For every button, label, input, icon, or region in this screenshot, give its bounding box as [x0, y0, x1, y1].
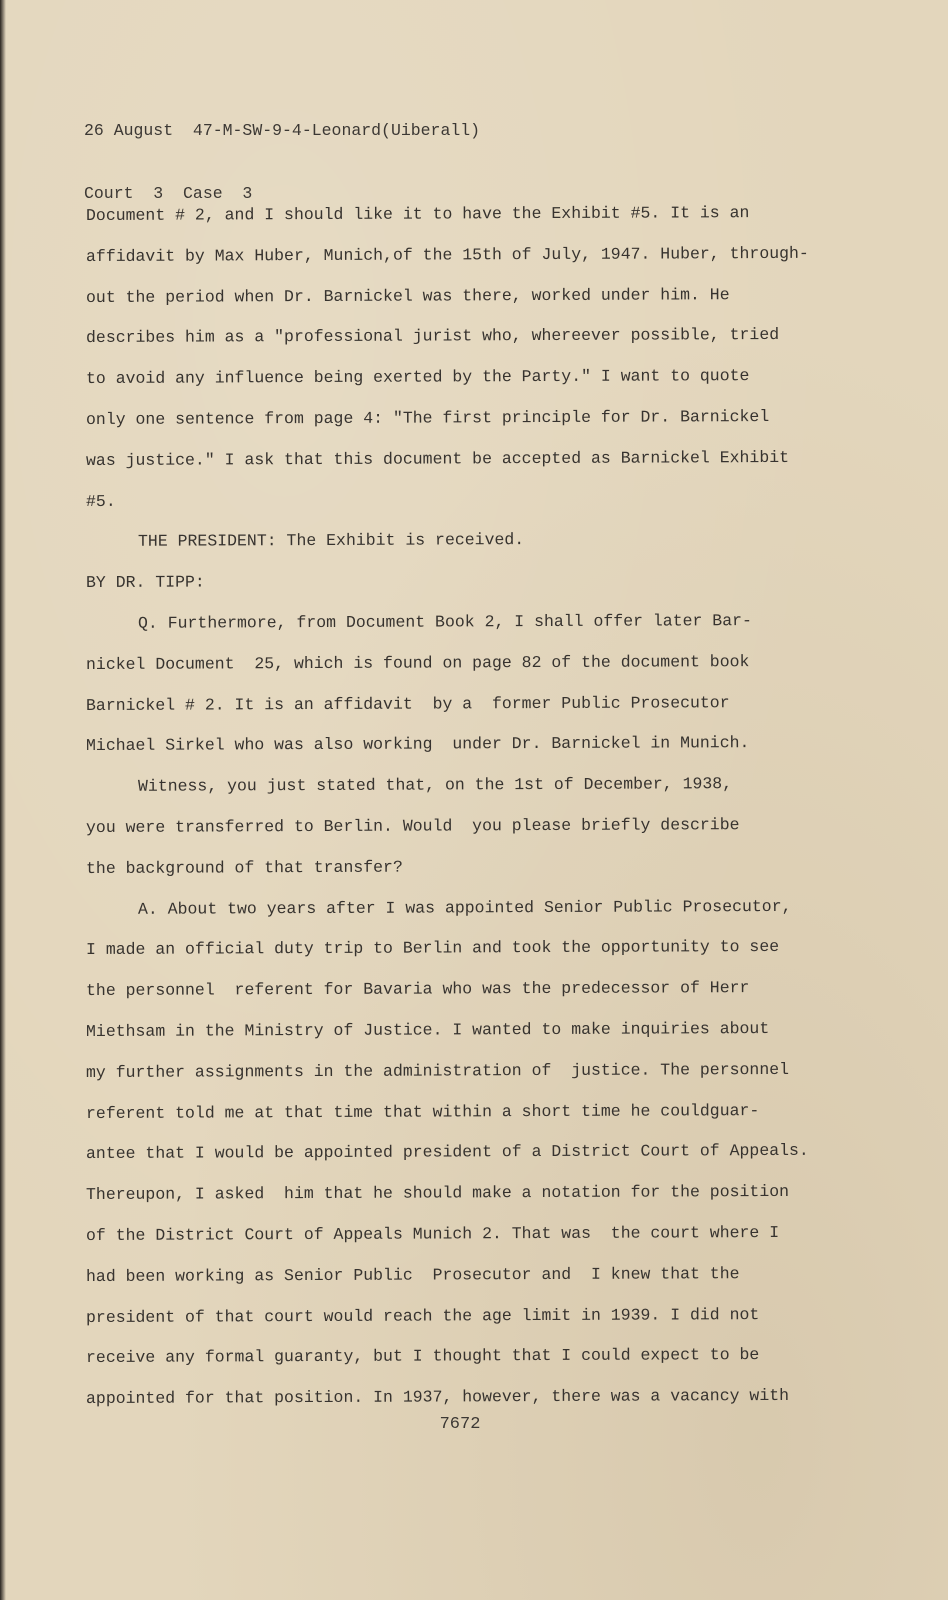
transcript-line: BY DR. TIPP:	[85, 572, 205, 593]
transcript-line: of the District Court of Appeals Munich 2. That was the court where I	[85, 1222, 780, 1245]
transcript-line: Thereupon, I asked him that he should make a notation for the position	[85, 1182, 790, 1205]
transcript-line: appointed for that position. In 1937, however, there was a vacancy with	[85, 1386, 790, 1409]
transcript-line: antee that I would be appointed president of a District Court of Appeals.	[85, 1141, 809, 1164]
transcript-line: to avoid any influence being exerted by the Party." I want to quote	[85, 366, 750, 389]
transcript-line: nickel Document 25, which is found on page 82 of the document book	[85, 651, 750, 674]
binding-edge	[0, 0, 6, 1600]
transcript-line: the personnel referent for Bavaria who was the predecessor of Herr	[85, 978, 750, 1001]
transcript-line: Q. Furthermore, from Document Book 2, I shall offer later Bar-	[137, 611, 752, 633]
transcript-line: A. About two years after I was appointed Senior Public Prosecutor,	[137, 896, 792, 919]
transcript-body	[86, 196, 846, 1420]
transcript-line: the background of that transfer?	[85, 857, 403, 878]
transcript-line: #5.	[85, 491, 116, 511]
transcript-line: out the period when Dr. Barnickel was there, worked under him. He	[85, 284, 730, 307]
transcript-line: affidavit by Max Huber, Munich,of the 15th of July, 1947. Huber, through-	[85, 243, 809, 266]
transcript-line: you were transferred to Berlin. Would you please briefly describe	[85, 815, 740, 837]
transcript-line: my further assignments in the administration of justice. The personnel	[85, 1059, 790, 1082]
transcript-line: president of that court would reach the age limit in 1939. I did not	[85, 1304, 760, 1327]
transcript-line: only one sentence from page 4: "The first principle for Dr. Barnickel	[85, 407, 770, 429]
page-number: 7672	[439, 1415, 481, 1434]
header-line-court-case: Court 3 Case 3	[84, 184, 253, 203]
transcript-line: Barnickel # 2. It is an affidavit by a former Public Prosecutor	[85, 692, 730, 715]
transcript-line: referent told me at that time that within a short time he couldguar-	[85, 1100, 760, 1123]
transcript-line: Witness, you just stated that, on the 1st of December, 1938,	[137, 774, 733, 796]
transcript-line: Document # 2, and I should like it to have the Exhibit #5. It is an	[85, 203, 750, 225]
transcript-line: receive any formal guaranty, but I thought that I could expect to be	[85, 1345, 760, 1368]
transcript-line: Miethsam in the Ministry of Justice. I wanted to make inquiries about	[85, 1018, 770, 1041]
transcript-line: had been working as Senior Public Prosecutor and I knew that the	[85, 1263, 740, 1286]
transcript-line: Michael Sirkel who was also working under Dr. Barnickel in Munich.	[85, 733, 750, 756]
transcript-line: THE PRESIDENT: The Exhibit is received.	[137, 530, 525, 552]
header-line-date-reference: 26 August 47-M-SW-9-4-Leonard(Uiberall)	[84, 121, 481, 140]
transcript-line: I made an official duty trip to Berlin and took the opportunity to see	[85, 937, 780, 960]
transcript-line: describes him as a "professional jurist who, whereever possible, tried	[85, 325, 780, 348]
transcript-line: was justice." I ask that this document be accepted as Barnickel Exhibit	[85, 447, 790, 470]
